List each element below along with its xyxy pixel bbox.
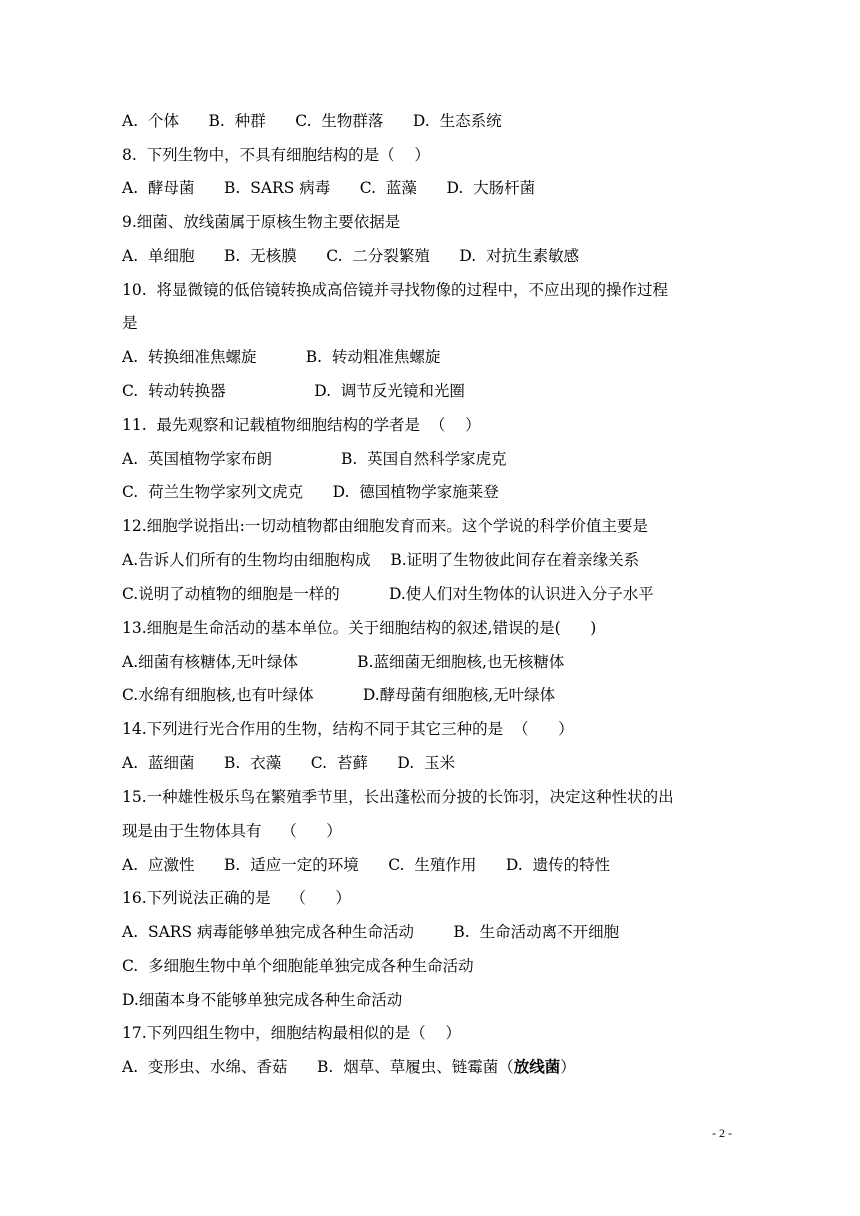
text-line-6: 10. 将显微镜的低倍镜转换成高倍镜并寻找物像的过程中，不应出现的操作过程 [122, 281, 669, 299]
text-line-25: A. SARS 病毒能够单独完成各种生命活动 B. 生命活动离不开细胞 [122, 923, 620, 941]
bold-term: 放线菌 [513, 1057, 561, 1076]
text-line-27: D.细菌本身不能够单独完成各种生命活动 [122, 991, 403, 1009]
text-line-29 [122, 1054, 576, 1080]
text-line-8: A. 转换细准焦螺旋 B. 转动粗准焦螺旋 [122, 348, 441, 366]
text-line-29-main: A. 变形虫、水绵、香菇 B. 烟草、草履虫、链霉菌（ [122, 1058, 514, 1076]
text-line-11: A. 英国植物学家布朗 B. 英国自然科学家虎克 [122, 450, 507, 468]
text-line-17: A.细菌有核糖体,无叶绿体 B.蓝细菌无细胞核,也无核糖体 [122, 653, 565, 671]
text-line-3: A. 酵母菌 B. SARS 病毒 C. 蓝藻 D. 大肠杆菌 [122, 179, 536, 197]
page-number: - 2 - [712, 1126, 732, 1140]
text-line-12: C. 荷兰生物学家列文虎克 D. 德国植物学家施莱登 [122, 483, 499, 501]
text-line-4: 9.细菌、放线菌属于原核生物主要依据是 [122, 213, 401, 231]
text-line-16: 13.细胞是生命活动的基本单位。关于细胞结构的叙述,错误的是( ) [122, 619, 597, 637]
text-line-18: C.水绵有细胞核,也有叶绿体 D.酵母菌有细胞核,无叶绿体 [122, 686, 556, 704]
text-line-14: A.告诉人们所有的生物均由细胞构成 B.证明了生物彼此间存在着亲缘关系 [122, 551, 640, 569]
text-line-20: A. 蓝细菌 B. 衣藻 C. 苔藓 D. 玉米 [122, 754, 456, 772]
text-line-26: C. 多细胞生物中单个细胞能单独完成各种生命活动 [122, 957, 474, 975]
text-line-9: C. 转动转换器 D. 调节反光镜和光圈 [122, 382, 465, 400]
text-line-29-end: ） [560, 1058, 576, 1076]
text-line-21: 15.一种雄性极乐鸟在繁殖季节里，长出蓬松而分披的长饰羽，决定这种性状的出 [122, 788, 674, 806]
text-line-13: 12.细胞学说指出:一切动植物都由细胞发育而来。这个学说的科学价值主要是 [122, 517, 648, 535]
text-line-19: 14.下列进行光合作用的生物，结构不同于其它三种的是 （ ） [122, 720, 574, 738]
text-line-5: A. 单细胞 B. 无核膜 C. 二分裂繁殖 D. 对抗生素敏感 [122, 247, 580, 265]
text-line-23: A. 应激性 B. 适应一定的环境 C. 生殖作用 D. 遗传的特性 [122, 856, 611, 874]
text-line-24: 16.下列说法正确的是 （ ） [122, 889, 351, 907]
text-line-10: 11. 最先观察和记载植物细胞结构的学者是 （ ） [122, 416, 481, 434]
text-line-28: 17.下列四组生物中，细胞结构最相似的是（ ） [122, 1024, 461, 1042]
text-line-15: C.说明了动植物的细胞是一样的 D.使人们对生物体的认识进入分子水平 [122, 585, 654, 603]
text-line-1: A. 个体 B. 种群 C. 生物群落 D. 生态系统 [122, 112, 502, 130]
text-line-2: 8. 下列生物中，不具有细胞结构的是（ ） [122, 146, 430, 164]
text-line-7: 是 [122, 314, 138, 332]
text-line-22: 现是由于生物体具有 （ ） [122, 822, 342, 840]
